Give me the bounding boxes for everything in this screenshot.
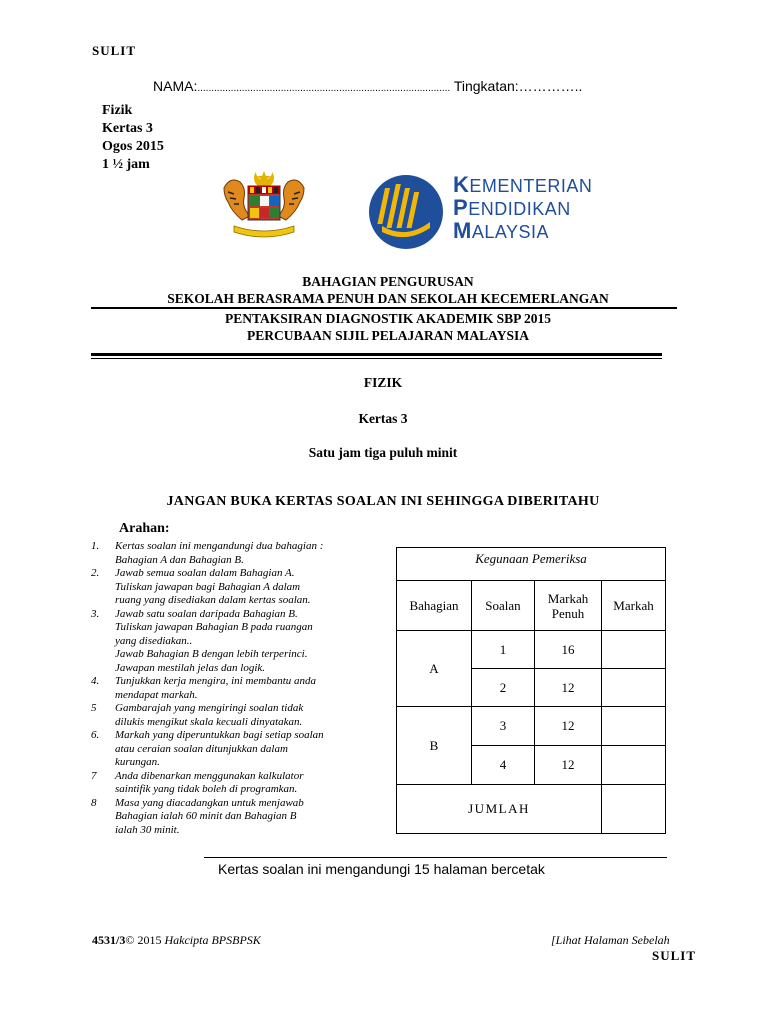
instruction-number: [91, 635, 115, 649]
instruction-text: saintifik yang tidak boleh di programkan.: [115, 783, 298, 795]
instruction-text: mendapat markah.: [115, 688, 198, 701]
ministry-line1: EMENTERIAN: [469, 176, 593, 196]
divider: [91, 353, 662, 356]
ministry-line3: ALAYSIA: [471, 222, 550, 242]
paper-duration: 1 ½ jam: [102, 157, 150, 172]
instruction-line: [91, 756, 381, 770]
kpm-logo-icon: [368, 174, 444, 250]
instruction-number: 6.: [91, 729, 100, 741]
instruction-text: Gambarajah yang mengiringi soalan tidak: [115, 702, 304, 714]
nama-field[interactable]: ...........................................................................................: [197, 83, 451, 94]
name-line: [153, 78, 582, 94]
jumlah-value[interactable]: [602, 785, 666, 834]
cell-penuh: 12: [535, 669, 602, 707]
tingkatan-label: Tingkatan:: [453, 78, 519, 94]
subject-time: Satu jam tiga puluh minit: [308, 445, 458, 460]
instruction-line: [91, 675, 381, 689]
instruction-text: Masa yang diacadangkan untuk menjawab: [115, 796, 304, 809]
warning-text: JANGAN BUKA KERTAS SOALAN INI SEHINGGA DIBERITAHU: [166, 494, 600, 509]
ministry-wordmark: [453, 174, 592, 243]
instruction-line: [91, 567, 381, 581]
instruction-line: [91, 594, 381, 608]
instruction-number: [91, 810, 115, 824]
jumlah-label: JUMLAH: [397, 785, 602, 834]
ministry-cap-p: P: [453, 195, 469, 220]
instruction-line: [91, 689, 381, 703]
divider: [91, 307, 677, 309]
cell-markah[interactable]: [602, 669, 666, 707]
nama-label: NAMA:: [153, 78, 198, 94]
instruction-line: [91, 702, 381, 716]
instruction-line: [91, 540, 381, 554]
page-count: Kertas soalan ini mengandungi 15 halaman bercetak: [218, 861, 545, 877]
instruction-number: 2.: [91, 567, 100, 579]
instruction-line: [91, 770, 381, 784]
instruction-line: [91, 635, 381, 649]
instruction-text: yang disediakan..: [115, 634, 193, 647]
divider: [91, 358, 662, 359]
instruction-text: Jawab semua soalan dalam Bahagian A.: [115, 567, 295, 579]
ministry-cap-m: M: [453, 218, 472, 243]
instruction-number: [91, 783, 115, 797]
instruction-text: Tuliskan jawapan bagi Bahagian A dalam: [115, 580, 301, 593]
cell-soalan: 1: [472, 631, 535, 669]
header-bahagian: Bahagian: [397, 581, 472, 631]
instructions-heading: Arahan:: [119, 521, 170, 536]
instruction-text: Anda dibenarkan menggunakan kalkulator: [115, 769, 304, 782]
instruction-number: 3.: [91, 607, 100, 620]
ministry-line2: ENDIDIKAN: [468, 199, 571, 219]
cell-bahagian-b: B: [397, 707, 472, 785]
instruction-number: [91, 689, 115, 703]
copyright-holder: Hakcipta BPSBPSK: [164, 933, 261, 947]
subject-title: FIZIK: [363, 375, 403, 390]
sulit-top: SULIT: [92, 43, 137, 58]
instruction-number: [91, 594, 115, 608]
cell-penuh: 16: [535, 631, 602, 669]
paper-info: [102, 102, 164, 174]
cell-soalan: 3: [472, 707, 535, 746]
paper-code: 4531/3: [92, 933, 126, 947]
instruction-number: 5: [91, 702, 97, 714]
instruction-text: ialah 30 minit.: [115, 823, 180, 836]
examiner-title: Kegunaan Pemeriksa: [397, 548, 666, 581]
cell-markah[interactable]: [602, 746, 666, 785]
instruction-number: [91, 824, 115, 838]
cell-soalan: 4: [472, 746, 535, 785]
instruction-line: [91, 729, 381, 743]
instruction-number: [91, 743, 115, 757]
instruction-line: [91, 797, 381, 811]
instruction-number: [91, 621, 115, 635]
instruction-line: [91, 662, 381, 676]
next-page-note: [Lihat Halaman Sebelah: [551, 933, 670, 947]
instruction-text: Tuliskan jawapan Bahagian B pada ruangan: [115, 621, 313, 633]
exam-heading: [90, 310, 686, 344]
instruction-line: [91, 783, 381, 797]
org-line2: SEKOLAH BERASRAMA PENUH DAN SEKOLAH KECEMERLANGAN: [167, 291, 609, 306]
instructions-list: [91, 540, 381, 837]
instruction-text: ruang yang disediakan dalam kertas soalan.: [115, 594, 311, 606]
cell-markah[interactable]: [602, 707, 666, 746]
instruction-line: [91, 608, 381, 622]
instruction-line: [91, 648, 381, 662]
instruction-number: 8: [91, 796, 97, 809]
instruction-number: [91, 756, 115, 770]
instruction-number: 7: [91, 769, 97, 782]
instruction-number: 1.: [91, 540, 100, 552]
instruction-number: [91, 716, 115, 730]
instruction-line: [91, 621, 381, 635]
instruction-line: [91, 824, 381, 838]
coat-of-arms-icon: [216, 168, 312, 238]
instruction-line: [91, 743, 381, 757]
examiner-table: [396, 547, 666, 834]
ministry-cap-k: K: [453, 172, 470, 197]
instruction-number: [91, 662, 115, 676]
instruction-line: [91, 716, 381, 730]
instruction-line: [91, 810, 381, 824]
instruction-number: [91, 554, 115, 568]
org-line1: BAHAGIAN PENGURUSAN: [302, 274, 474, 289]
cell-penuh: 12: [535, 746, 602, 785]
header-markah: Markah: [602, 581, 666, 631]
instruction-text: Jawapan mestilah jelas dan logik.: [115, 661, 266, 674]
tingkatan-field[interactable]: …………..: [518, 78, 583, 94]
instruction-line: [91, 581, 381, 595]
instruction-text: Bahagian A dan Bahagian B.: [115, 553, 244, 566]
instruction-text: Kertas soalan ini mengandungi dua bahagian :: [115, 540, 324, 552]
divider: [204, 857, 667, 858]
instruction-number: [91, 581, 115, 595]
instruction-line: [91, 554, 381, 568]
instruction-number: 4.: [91, 675, 100, 687]
cell-soalan: 2: [472, 669, 535, 707]
cell-bahagian-a: A: [397, 631, 472, 707]
org-line4: PERCUBAAN SIJIL PELAJARAN MALAYSIA: [247, 328, 529, 343]
subject-paper: Kertas 3: [358, 411, 408, 426]
paper-number: Kertas 3: [102, 121, 153, 136]
sulit-bottom: SULIT: [652, 948, 697, 963]
paper-date: Ogos 2015: [102, 139, 164, 154]
copyright: © 2015: [125, 933, 165, 947]
instruction-text: dilukis mengikut skala kecuali dinyatakan.: [115, 715, 303, 728]
header-soalan: Soalan: [472, 581, 535, 631]
footer-left: [92, 933, 261, 948]
instruction-text: atau ceraian soalan ditunjukkan dalam: [115, 742, 288, 755]
header-markah-penuh: Markah Penuh: [535, 581, 602, 631]
cell-markah[interactable]: [602, 631, 666, 669]
instruction-number: [91, 648, 115, 662]
instruction-text: kurungan.: [115, 756, 160, 768]
instruction-text: Bahagian ialah 60 minit dan Bahagian B: [115, 810, 297, 822]
org-line3: PENTAKSIRAN DIAGNOSTIK AKADEMIK SBP 2015: [224, 311, 552, 326]
instruction-text: Tunjukkan kerja mengira, ini membantu anda: [115, 675, 317, 687]
cell-penuh: 12: [535, 707, 602, 746]
org-heading: [90, 273, 686, 307]
instruction-text: Markah yang diperuntukkan bagi setiap soalan: [115, 729, 324, 741]
paper-subject: Fizik: [102, 103, 133, 118]
instruction-text: Jawab satu soalan daripada Bahagian B.: [115, 607, 298, 620]
instruction-text: Jawab Bahagian B dengan lebih terperinci.: [115, 648, 308, 660]
